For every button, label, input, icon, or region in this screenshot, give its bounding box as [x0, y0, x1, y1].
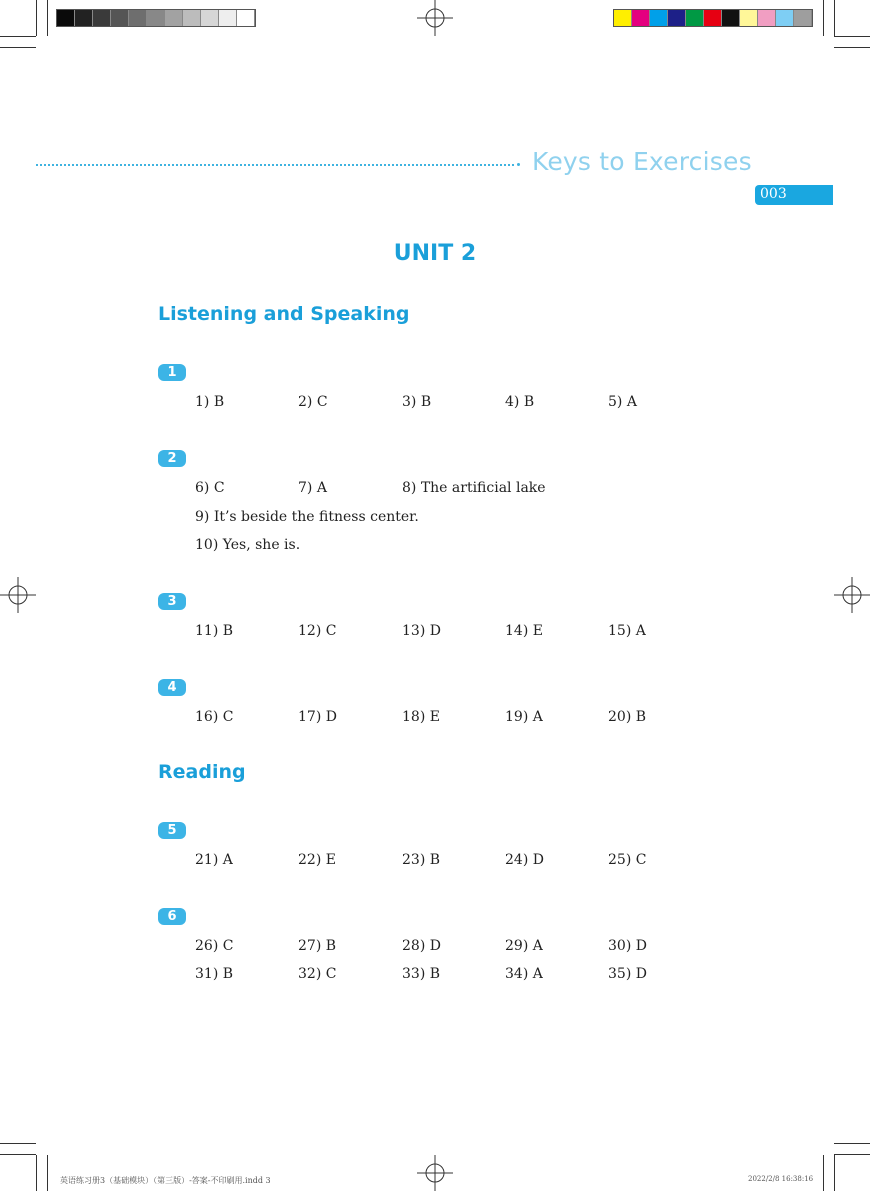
- answer-item: 5) A: [608, 394, 637, 410]
- answer-item: 33) B: [402, 966, 441, 982]
- answer-item: 8) The artificial lake: [402, 480, 546, 496]
- answer-item: 6) C: [195, 480, 225, 496]
- answer-row: [195, 966, 795, 986]
- answer-item: 26) C: [195, 938, 234, 954]
- answer-item: 34) A: [505, 966, 543, 982]
- answer-item: 12) C: [298, 623, 337, 639]
- answer-item: 30) D: [608, 938, 647, 954]
- answer-item: 19) A: [505, 709, 543, 725]
- answer-item: 11) B: [195, 623, 234, 639]
- answer-item: 15) A: [608, 623, 646, 639]
- exercise-badge: 1: [158, 364, 186, 381]
- registration-mark-left-icon: [0, 577, 36, 613]
- answer-item: 20) B: [608, 709, 647, 725]
- unit-title: UNIT 2: [393, 241, 477, 266]
- answer-item: 29) A: [505, 938, 543, 954]
- registration-mark-right-icon: [834, 577, 870, 613]
- answer-row: [195, 938, 795, 958]
- exercise-badge: 2: [158, 450, 186, 467]
- answer-item: 28) D: [402, 938, 441, 954]
- answer-line: 9) It’s beside the fitness center.: [195, 509, 419, 525]
- exercise-badge: 5: [158, 822, 186, 839]
- exercise-badge: 3: [158, 593, 186, 610]
- print-timestamp: 2022/2/8 16:38:16: [748, 1175, 814, 1183]
- header-dot: [517, 163, 520, 166]
- file-slug: 英语练习册3（基础模块）（第三版）-答案-不印刷用.indd 3: [60, 1176, 271, 1185]
- answer-row: [195, 709, 795, 729]
- answer-item: 7) A: [298, 480, 327, 496]
- answer-item: 18) E: [402, 709, 440, 725]
- running-header-title: Keys to Exercises: [532, 147, 752, 176]
- answer-item: 14) E: [505, 623, 543, 639]
- answer-item: 21) A: [195, 852, 233, 868]
- registration-mark-top-icon: [417, 0, 453, 36]
- answer-row: [195, 623, 795, 643]
- section-heading-reading: Reading: [158, 761, 246, 783]
- exercise-badge: 4: [158, 679, 186, 696]
- answer-row: [195, 852, 795, 872]
- answer-item: 13) D: [402, 623, 441, 639]
- answer-row: [195, 394, 795, 414]
- answer-item: 1) B: [195, 394, 225, 410]
- answer-item: 32) C: [298, 966, 337, 982]
- grayscale-calibration-bar: [56, 9, 256, 27]
- answer-line: 10) Yes, she is.: [195, 537, 301, 553]
- answer-row: [195, 480, 795, 500]
- answer-item: 31) B: [195, 966, 234, 982]
- header-dotted-rule: [36, 164, 514, 166]
- answer-item: 23) B: [402, 852, 441, 868]
- answer-item: 22) E: [298, 852, 336, 868]
- exercise-badge: 6: [158, 908, 186, 925]
- answer-item: 35) D: [608, 966, 647, 982]
- answer-item: 3) B: [402, 394, 432, 410]
- answer-item: 27) B: [298, 938, 337, 954]
- answer-item: 25) C: [608, 852, 647, 868]
- answer-item: 17) D: [298, 709, 337, 725]
- answer-item: 2) C: [298, 394, 328, 410]
- answer-item: 16) C: [195, 709, 234, 725]
- color-calibration-bar: [613, 9, 813, 27]
- registration-mark-bottom-icon: [417, 1155, 453, 1191]
- answer-item: 4) B: [505, 394, 535, 410]
- answer-item: 24) D: [505, 852, 544, 868]
- section-heading-listening-speaking: Listening and Speaking: [158, 303, 410, 325]
- page-number: 003: [760, 186, 787, 202]
